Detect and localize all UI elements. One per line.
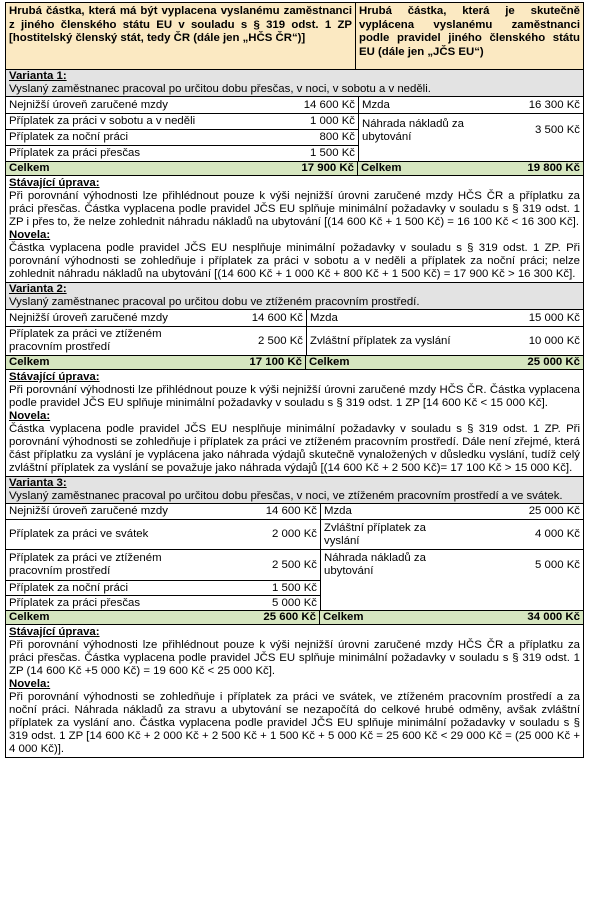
comparison-rows xyxy=(6,96,583,161)
comparison-rows xyxy=(6,309,583,355)
new-heading: Novela: xyxy=(9,229,51,241)
table-row: Příplatek za práci ve ztíženém pracovním prostředí 2 500 Kč xyxy=(6,549,320,580)
totals-row xyxy=(6,161,583,175)
current-heading: Stávající úprava: xyxy=(9,371,100,383)
left-column xyxy=(6,97,359,161)
total-left: 25 600 Kč xyxy=(263,611,316,623)
table-row: Mzda 25 000 Kč xyxy=(324,505,580,517)
totals-row xyxy=(6,355,583,369)
table-row: Nejnižší úroveň zaručené mzdy 14 600 Kč xyxy=(9,311,303,324)
new-text: Částka vyplacena podle pravidel JČS EU nesplňuje minimální požadavky v souladu s § 319 odst. 1 ZP. Při porovnání výhodnosti se zohledňuje i příplatek za práci ve ztíženém pracovním prostředí. Dále není zřejmé, která část příplatku za vyslání je vyplácena jako náhrada výdajů skutečně vynaložených v důsledku vyslání, tudíž celý zvláštní příplatek za vyslání se považuje jako náhrada výdajů [(14 600 Kč + 2 500 Kč)= 17 100 Kč > 15 000 Kč]. xyxy=(9,423,580,474)
new-heading: Novela: xyxy=(9,678,51,690)
variant-description: Vyslaný zaměstnanec pracoval po určitou dobu přesčas, v noci, v sobotu a v neděli. xyxy=(9,83,431,95)
variant-description: Vyslaný zaměstnanec pracoval po určitou dobu ve ztíženém pracovním prostředí. xyxy=(9,296,420,308)
current-text: Při porovnání výhodnosti lze přihlédnout pouze k výši nejnižší úrovni zaručené mzdy HČS ČR. Částka vyplacena podle pravidel JČS EU splňuje minimální požadavky v souladu s § 319 odst. 1 ZP [14 600 Kč < 15 000 Kč]. xyxy=(9,384,580,409)
table-row: Příplatek za práci přesčas 1 500 Kč xyxy=(6,145,358,161)
total-label: Celkem xyxy=(9,611,50,623)
new-text: Při porovnání výhodnosti se zohledňuje i příplatek za práci ve svátek, ve ztíženém pracovním prostředí a za noční práci. Náhrada nákladů za stravu a ubytování se nezapočítá do celkové hrubé odměny, avšak zvláštní příplatek za vyslání ano. Částka vyplacena podle pravidel JČS EU splňuje minimální požadavky v souladu s § 319 odst. 1 ZP [14 600 Kč + 2 000 Kč + 2 500 Kč + 1 500 Kč + 5 000 Kč = 25 600 Kč < 29 000 Kč = (25 000 Kč + 4 000 Kč)]. xyxy=(9,691,580,755)
table-row: Příplatek za práci v sobotu a v neděli 1 000 Kč xyxy=(6,113,358,129)
total-label: Celkem xyxy=(9,356,50,368)
table-row: Příplatek za noční práci 1 500 Kč xyxy=(6,580,320,595)
variant-heading xyxy=(6,477,583,503)
total-left: 17 900 Kč xyxy=(301,162,354,174)
table-row: Mzda 15 000 Kč xyxy=(310,311,580,324)
total-label: Celkem xyxy=(9,162,50,174)
variant-commentary xyxy=(6,175,583,282)
current-heading: Stávající úprava: xyxy=(9,626,100,638)
comparison-rows xyxy=(6,503,583,610)
variant-title: Varianta 2: xyxy=(9,283,67,295)
table-row: Náhrada nákladů za ubytování 5 000 Kč xyxy=(321,549,583,580)
total-right: 34 000 Kč xyxy=(527,611,580,623)
total-label: Celkem xyxy=(323,611,364,623)
table-row: Zvláštní příplatek za vyslání 4 000 Kč xyxy=(321,519,583,549)
variant-3 xyxy=(5,477,584,758)
current-text: Při porovnání výhodnosti lze přihlédnout pouze k výši nejnižší úrovni zaručené mzdy HČS ČR a příplatku za práci přesčas. Částka vyplacena podle pravidel JČS EU splňuje minimální požadavky v souladu s § 319 odst. 1 ZP (14 600 Kč +5 000 Kč) = 19 600 Kč < 25 000 Kč]. xyxy=(9,639,580,677)
variant-commentary xyxy=(6,624,583,757)
table-row: Příplatek za práci přesčas 5 000 Kč xyxy=(6,595,320,610)
comparison-document xyxy=(5,2,584,758)
new-text: Částka vyplacena podle pravidel JČS EU nesplňuje minimální požadavky v souladu s § 319 odst. 1 ZP. Při porovnání výhodnosti se zohledňuje i příplatek za práci v sobotu a v neděli a příplatek za noční práci; nelze zohlednit náhradu nákladů na ubytování [(14 600 Kč + 1 000 Kč + 800 Kč + 1 500 Kč) = 17 900 Kč > 16 300 Kč]. xyxy=(9,242,580,280)
total-right: 19 800 Kč xyxy=(527,162,580,174)
table-row: Příplatek za noční práci 800 Kč xyxy=(6,129,358,145)
table-row: Příplatek za práci ve svátek 2 000 Kč xyxy=(6,519,320,549)
variant-description: Vyslaný zaměstnanec pracoval po určitou dobu přesčas, v noci, ve ztíženém pracovním prostředí a ve svátek. xyxy=(9,490,563,502)
table-row: Nejnižší úroveň zaručené mzdy 14 600 Kč xyxy=(9,98,355,111)
right-column xyxy=(359,97,583,161)
variant-heading xyxy=(6,70,583,96)
total-right: 25 000 Kč xyxy=(527,356,580,368)
variant-2 xyxy=(5,283,584,477)
table-row: Mzda 16 300 Kč xyxy=(362,98,580,111)
variant-title: Varianta 3: xyxy=(9,477,67,489)
variant-commentary xyxy=(6,369,583,476)
table-row: Zvláštní příplatek za vyslání 10 000 Kč xyxy=(307,326,583,355)
right-column xyxy=(307,310,583,355)
table-row: Nejnižší úroveň zaručené mzdy 14 600 Kč xyxy=(9,505,317,517)
total-label: Celkem xyxy=(309,356,350,368)
current-heading: Stávající úprava: xyxy=(9,177,100,189)
new-heading: Novela: xyxy=(9,410,51,422)
variant-heading xyxy=(6,283,583,309)
current-text: Při porovnání výhodnosti lze přihlédnout pouze k výši nejnižší úrovni zaručené mzdy HČS ČR a příplatku za práci přesčas. Částka vyplacena podle pravidel JČS EU splňuje minimální požadavky v souladu s § 319 odst. 1 ZP i přes to, že nelze zohlednit náhradu nákladů na ubytování [(14 600 Kč + 1 500 Kč) = 16 100 Kč < 16 300 Kč]. xyxy=(9,190,580,228)
right-column xyxy=(321,504,583,610)
variant-1 xyxy=(5,70,584,283)
variant-title: Varianta 1: xyxy=(9,70,67,82)
total-label: Celkem xyxy=(361,162,402,174)
total-left: 17 100 Kč xyxy=(249,356,302,368)
table-row: Příplatek za práci ve ztíženém pracovním prostředí 2 500 Kč xyxy=(6,326,306,355)
totals-row xyxy=(6,610,583,624)
table-header xyxy=(5,2,584,70)
left-column xyxy=(6,504,321,610)
left-column xyxy=(6,310,307,355)
table-row: Náhrada nákladů za ubytování 3 500 Kč xyxy=(359,113,583,147)
header-right: Hrubá částka, která je skutečně vyplácena vyslanému zaměstnanci podle pravidel jiného členského státu EU (dále jen „JČS EU“) xyxy=(359,5,580,58)
header-left: Hrubá částka, která má být vyplacena vyslanému zaměstnanci z jiného členského státu EU v souladu s § 319 odst. 1 ZP [hostitelský členský stát, tedy ČR (dále jen „HČS ČR“)] xyxy=(6,3,356,69)
